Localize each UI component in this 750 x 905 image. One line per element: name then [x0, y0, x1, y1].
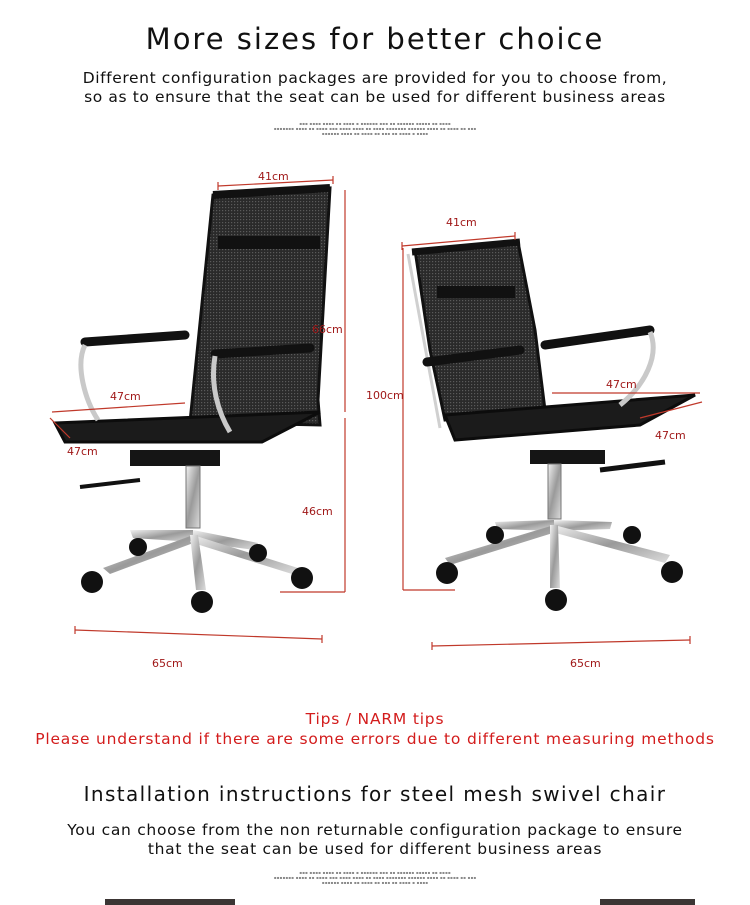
decorative-fine-print-bottom: ▪▪▪ ▪▪▪▪ ▪▪▪▪ ▪▪ ▪▪▪▪ ▪ ▪▪▪▪▪▪ ▪▪▪ ▪▪ ▪▪▪▪▪▪ ▪▪▪▪▪ ▪▪ ▪▪▪▪ ▪▪▪▪▪▪▪ ▪▪▪▪ ▪▪ ▪▪▪▪ ▪▪▪ ▪▪▪▪ ▪▪▪▪ ▪▪ ▪▪▪▪ ▪▪▪▪▪▪▪ ▪▪▪▪▪▪ ▪▪▪▪ ▪▪ ▪▪▪▪ ▪▪ ▪▪▪ ▪▪▪▪▪▪ ▪▪▪▪ ▪▪ ▪▪▪▪ ▪▪ ▪▪▪ ▪▪ ▪▪▪▪ ▪ ▪▪▪▪	[273, 870, 477, 885]
subtitle-line-2: so as to ensure that the seat can be used for different business areas	[84, 88, 666, 106]
right-base-width-label: 65cm	[570, 657, 601, 670]
right-top-width-label: 41cm	[446, 216, 477, 229]
installation-title: Installation instructions for steel mesh swivel chair	[83, 782, 667, 806]
right-seat-depth-label: 47cm	[655, 429, 686, 442]
bottom-image-edge-right	[600, 899, 695, 905]
page-title: More sizes for better choice	[145, 22, 605, 56]
chair-dimension-figure	[0, 150, 750, 690]
left-base-width-label: 65cm	[152, 657, 183, 670]
installation-text	[0, 821, 750, 859]
tips-text: Please understand if there are some errors due to different measuring methods	[35, 730, 715, 748]
tips-title: Tips / NARM tips	[305, 710, 445, 728]
left-top-width-label: 41cm	[258, 170, 289, 183]
right-seat-width-label: 47cm	[606, 378, 637, 391]
left-chair-image	[55, 188, 330, 613]
left-back-height-label: 66cm	[312, 323, 343, 336]
bottom-image-edge-left	[105, 899, 235, 905]
page-subtitle	[0, 69, 750, 107]
right-chair-image	[408, 242, 695, 611]
subtitle-line-1: Different configuration packages are provided for you to choose from,	[82, 69, 668, 87]
decorative-fine-print: ▪▪▪ ▪▪▪▪ ▪▪▪▪ ▪▪ ▪▪▪▪ ▪ ▪▪▪▪▪▪ ▪▪▪ ▪▪ ▪▪▪▪▪▪ ▪▪▪▪▪ ▪▪ ▪▪▪▪ ▪▪▪▪▪▪▪ ▪▪▪▪ ▪▪ ▪▪▪▪ ▪▪▪ ▪▪▪▪ ▪▪▪▪ ▪▪ ▪▪▪▪ ▪▪▪▪▪▪▪ ▪▪▪▪▪▪ ▪▪▪▪ ▪▪ ▪▪▪▪ ▪▪ ▪▪▪ ▪▪▪▪▪▪ ▪▪▪▪ ▪▪ ▪▪▪▪ ▪▪ ▪▪▪ ▪▪ ▪▪▪▪ ▪ ▪▪▪▪	[273, 121, 477, 136]
left-seat-height-label: 46cm	[302, 505, 333, 518]
left-seat-width-label: 47cm	[110, 390, 141, 403]
right-total-height-label: 100cm	[366, 389, 404, 402]
installation-text-line-2: that the seat can be used for different business areas	[147, 840, 603, 858]
left-seat-depth-label: 47cm	[67, 445, 98, 458]
installation-text-line-1: You can choose from the non returnable configuration package to ensure	[67, 821, 683, 839]
